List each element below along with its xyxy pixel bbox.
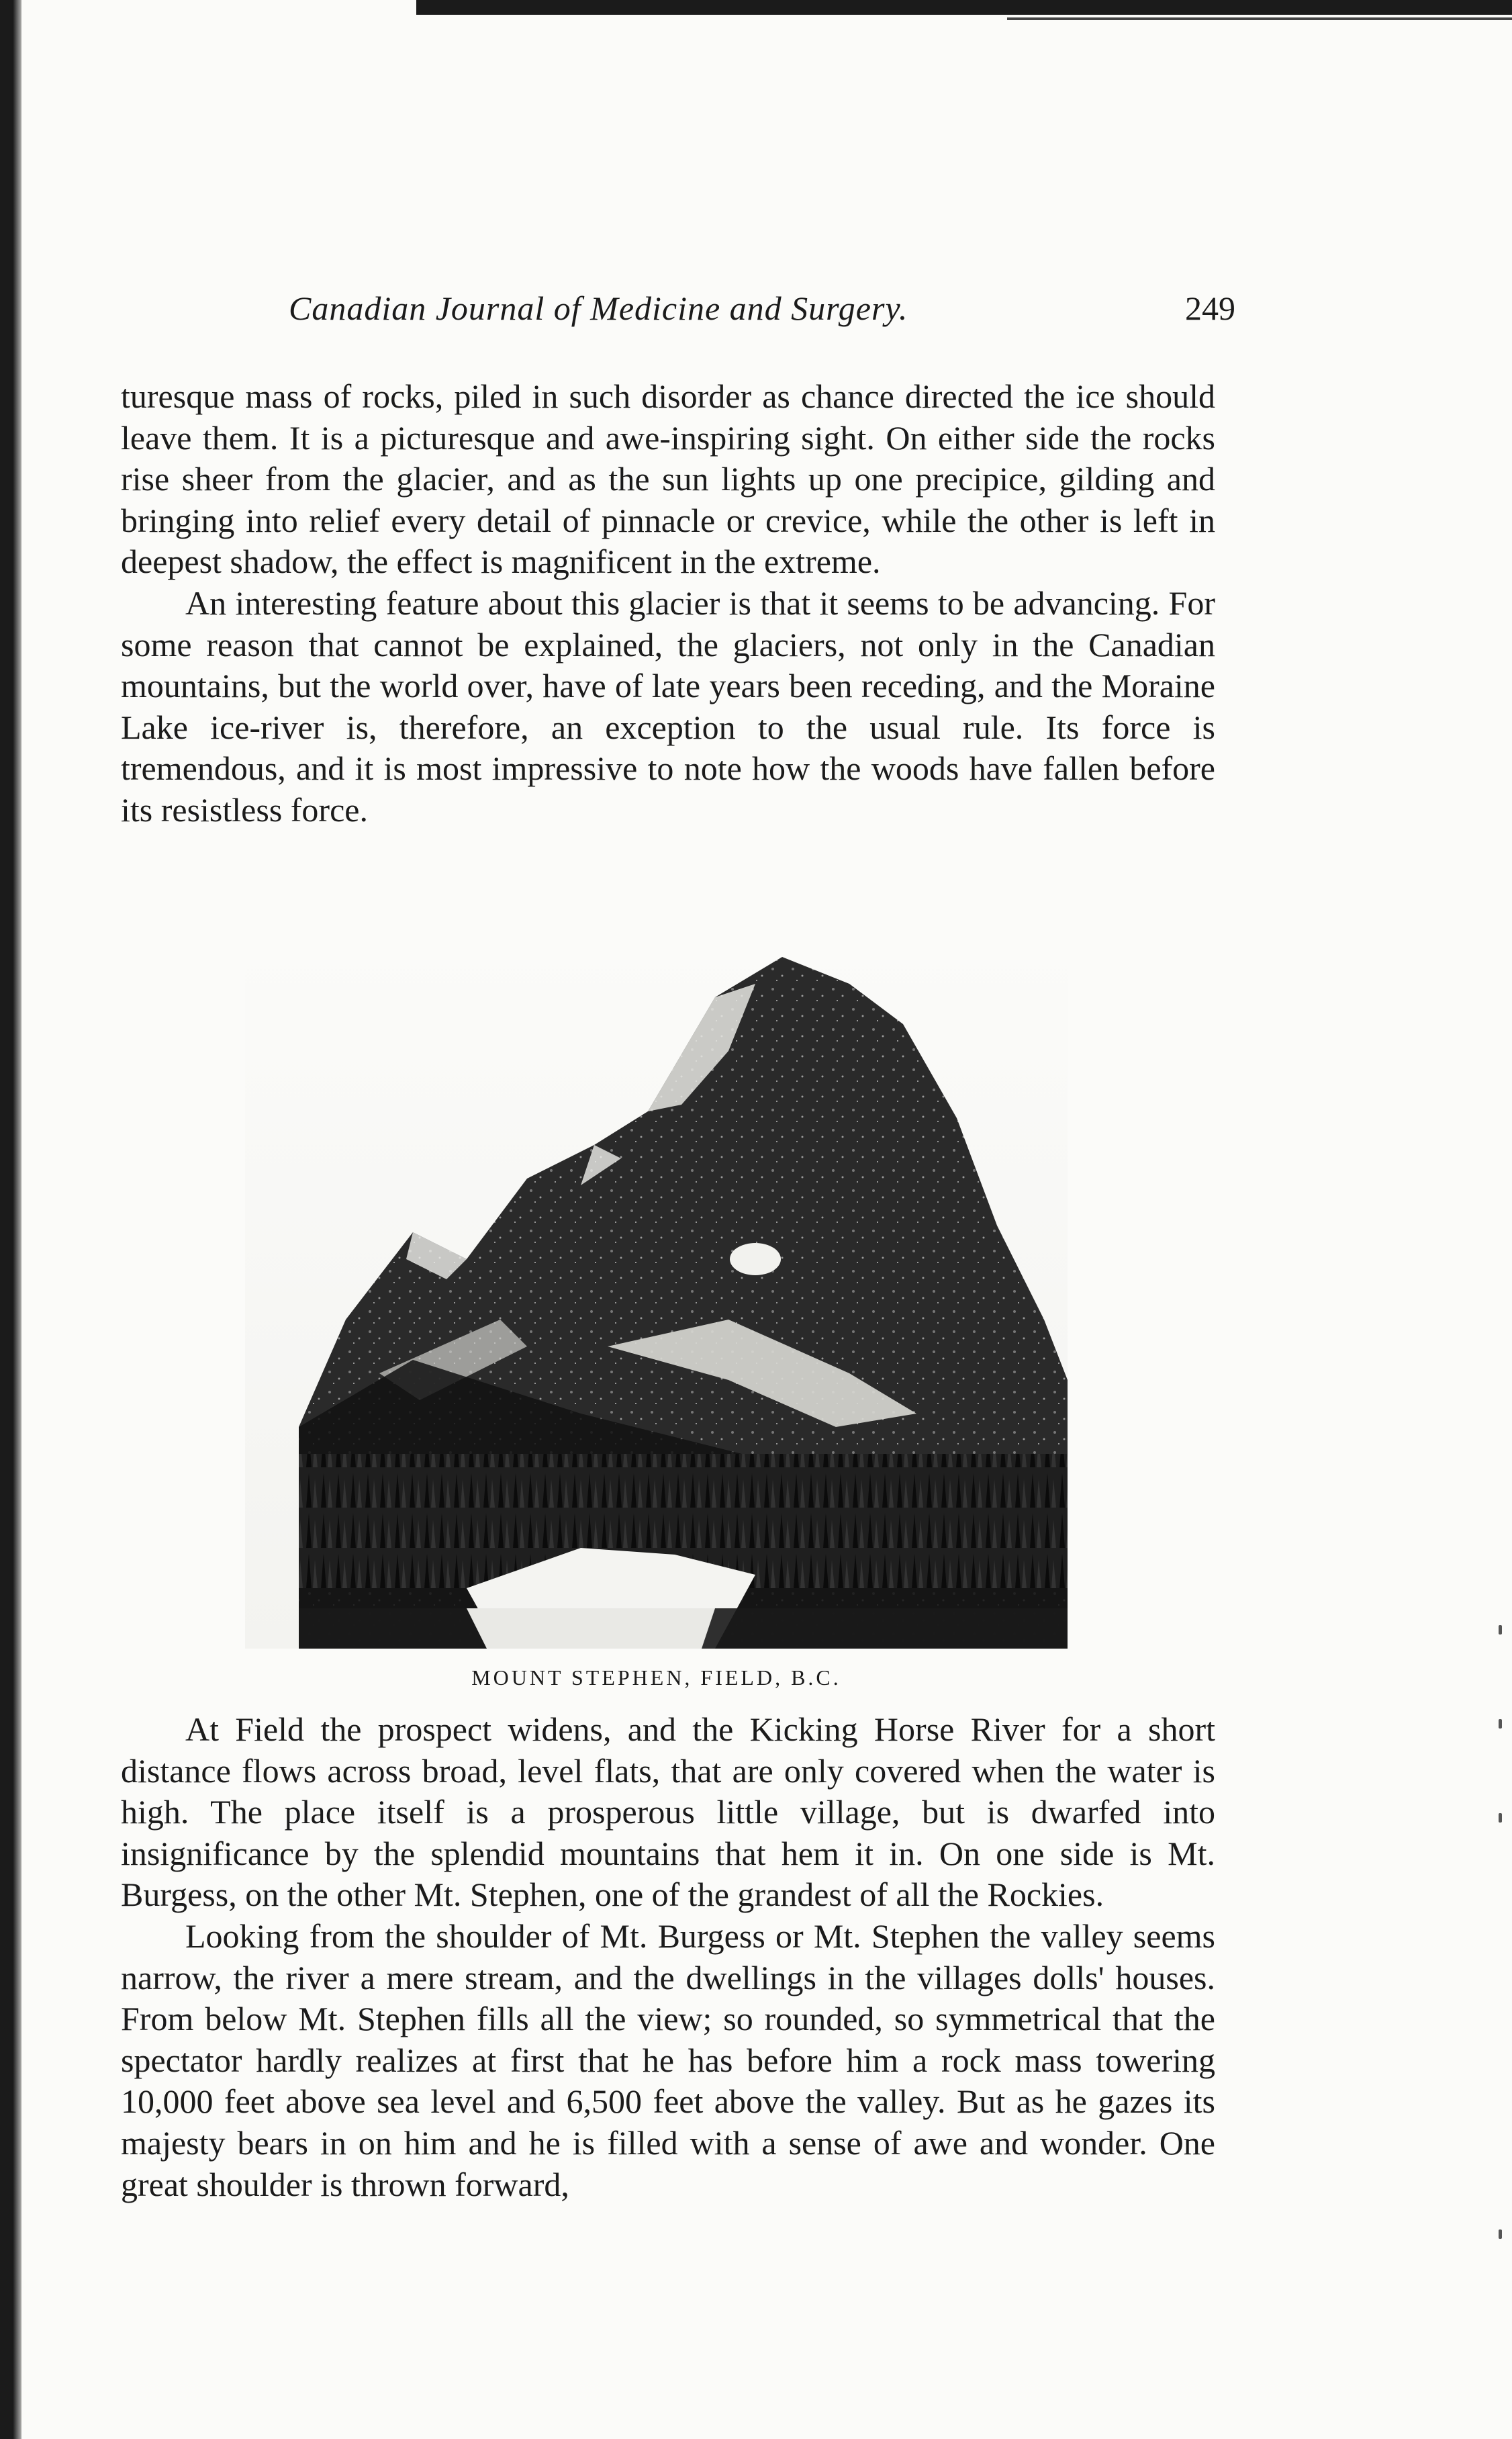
top-edge-rule bbox=[416, 0, 1512, 15]
paragraph: turesque mass of rocks, piled in such disorder as chance directed the ice should leave them. It is a picturesque and awe-inspiring sight. On either side the rocks rise sheer from the glacier, and as the sun lights up one precipice, gilding and bringing into relief every detail of pinnacle or crevice, while the other is left in deepest shadow, the effect is magnificent in the extreme. bbox=[121, 377, 1215, 581]
figure-caption: MOUNT STEPHEN, FIELD, B.C. bbox=[471, 1665, 841, 1690]
page-header bbox=[289, 289, 1235, 336]
margin-mark bbox=[1499, 1813, 1502, 1823]
margin-mark bbox=[1499, 2229, 1502, 2239]
page-edge-rule bbox=[0, 0, 21, 2439]
top-edge-rule-thin bbox=[1007, 17, 1512, 20]
margin-mark bbox=[1499, 1719, 1502, 1729]
mountain-photograph bbox=[245, 944, 1068, 1649]
body-text-bottom bbox=[121, 1709, 1215, 2205]
page-number: 249 bbox=[1185, 289, 1235, 327]
body-text-top bbox=[121, 376, 1215, 831]
paragraph: At Field the prospect widens, and the Kicking Horse River for a short distance flows across broad, level flats, that are only covered when the water is high. The place itself is a prosperous little village, but is dwarfed into insignificance by the splendid mountains that hem it in. On one side is Mt. Burgess, on the other Mt. Stephen, one of the grandest of all the Rockies. bbox=[121, 1710, 1215, 1914]
running-title: Canadian Journal of Medicine and Surgery. bbox=[289, 289, 908, 327]
mountain-photo-illustration bbox=[245, 944, 1068, 1649]
margin-mark bbox=[1499, 1625, 1502, 1635]
paragraph: Looking from the shoulder of Mt. Burgess or Mt. Stephen the valley seems narrow, the river a mere stream, and the dwellings in the villages dolls' houses. From below Mt. Stephen fills all the view; so rounded, so symmetrical that the spectator hardly realizes at first that he has before him a rock mass towering 10,000 feet above sea level and 6,500 feet above the valley. But as he gazes its majesty bears in on him and he is filled with a sense of awe and wonder. One great shoulder is thrown forward, bbox=[121, 1917, 1215, 2203]
paragraph: An interesting feature about this glacier is that it seems to be advancing. For some reason that cannot be explained, the glaciers, not only in the Canadian mountains, but the world over, have of late years been receding, and the Moraine Lake ice-river is, therefore, an exception to the usual rule. Its force is tremendous, and it is most impressive to note how the woods have fallen before its resistless force. bbox=[121, 584, 1215, 829]
